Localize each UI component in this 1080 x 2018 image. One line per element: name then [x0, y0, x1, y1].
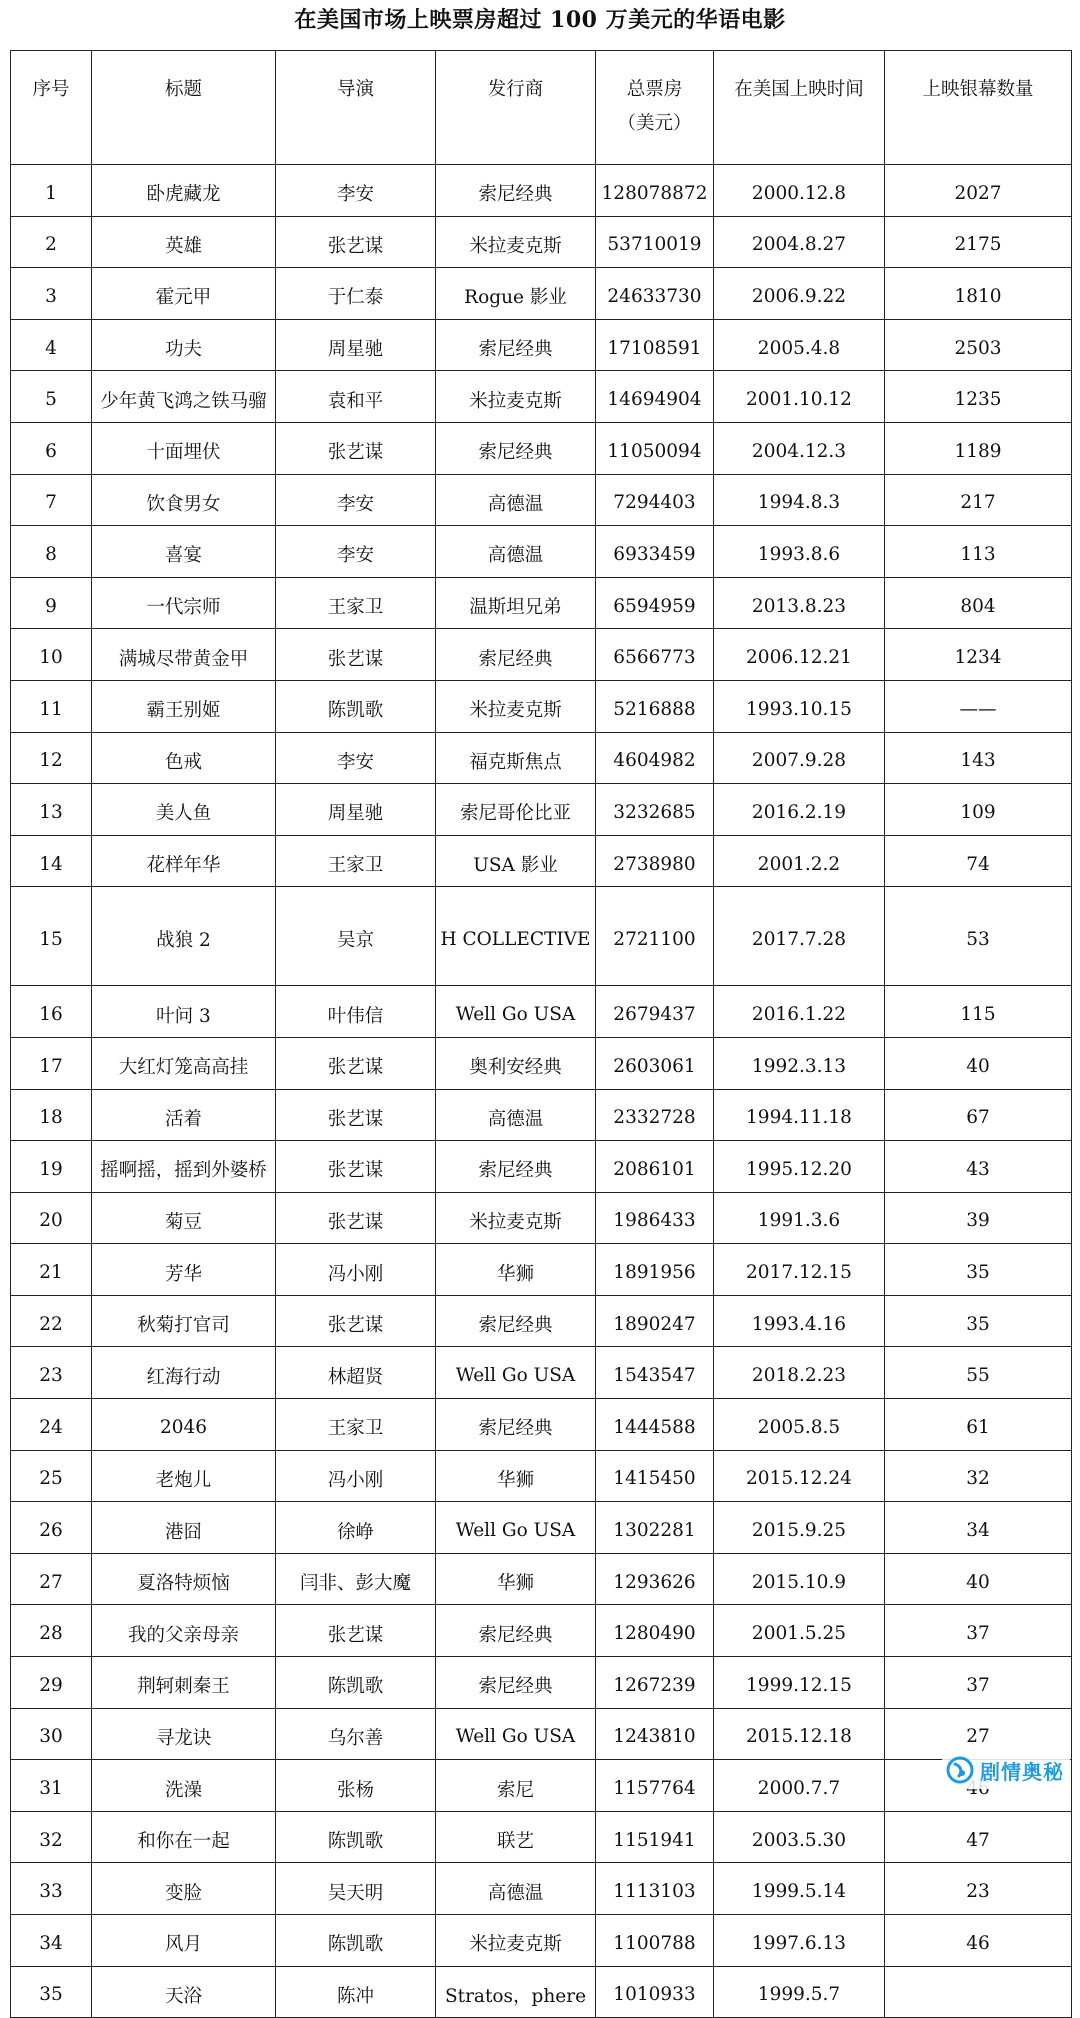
table-row — [11, 422, 1072, 474]
cell-director: 吴天明 — [276, 1863, 436, 1915]
cell-release: 2004.12.3 — [714, 422, 885, 474]
cell-title: 夏洛特烦恼 — [92, 1553, 276, 1605]
cell-index: 1 — [11, 165, 92, 217]
cell-screens: 35 — [885, 1244, 1072, 1296]
cell-distributor: 索尼哥伦比亚 — [436, 784, 596, 836]
cell-director: 周星驰 — [276, 784, 436, 836]
cell-gross: 5216888 — [596, 680, 714, 732]
cell-title: 老炮儿 — [92, 1450, 276, 1502]
cell-distributor: 华狮 — [436, 1244, 596, 1296]
cell-director: 陈冲 — [276, 1966, 436, 2018]
header-distributor: 发行商 — [436, 51, 596, 165]
cell-director: 徐峥 — [276, 1502, 436, 1554]
cell-screens: 143 — [885, 732, 1072, 784]
cell-screens: 115 — [885, 986, 1072, 1038]
cell-director: 陈凯歌 — [276, 1915, 436, 1967]
cell-screens: 34 — [885, 1502, 1072, 1554]
cell-distributor: 华狮 — [436, 1553, 596, 1605]
cell-index: 20 — [11, 1192, 92, 1244]
cell-index: 22 — [11, 1295, 92, 1347]
cell-gross: 2332728 — [596, 1089, 714, 1141]
cell-gross: 2086101 — [596, 1141, 714, 1193]
table-row — [11, 526, 1072, 578]
cell-index: 33 — [11, 1863, 92, 1915]
cell-screens: 23 — [885, 1863, 1072, 1915]
cell-title: 洗澡 — [92, 1760, 276, 1812]
cell-director: 陈凯歌 — [276, 1811, 436, 1863]
cell-distributor: 高德温 — [436, 1089, 596, 1141]
cell-release: 2006.12.21 — [714, 629, 885, 681]
cell-distributor: 索尼经典 — [436, 629, 596, 681]
table-row — [11, 371, 1072, 423]
table-row — [11, 1244, 1072, 1296]
cell-gross: 2738980 — [596, 835, 714, 887]
cell-index: 35 — [11, 1966, 92, 2018]
cell-release: 2001.2.2 — [714, 835, 885, 887]
table-row — [11, 268, 1072, 320]
cell-gross: 1891956 — [596, 1244, 714, 1296]
cell-release: 1993.4.16 — [714, 1295, 885, 1347]
cell-index: 27 — [11, 1553, 92, 1605]
cell-director: 林超贤 — [276, 1347, 436, 1399]
cell-screens: 2027 — [885, 165, 1072, 217]
cell-gross: 2721100 — [596, 887, 714, 986]
cell-index: 7 — [11, 474, 92, 526]
cell-index: 14 — [11, 835, 92, 887]
cell-screens: 1234 — [885, 629, 1072, 681]
cell-index: 3 — [11, 268, 92, 320]
cell-screens: 53 — [885, 887, 1072, 986]
cell-index: 4 — [11, 319, 92, 371]
cell-title: 风月 — [92, 1915, 276, 1967]
cell-screens — [885, 1966, 1072, 2018]
cell-title: 色戒 — [92, 732, 276, 784]
cell-director: 陈凯歌 — [276, 680, 436, 732]
cell-release: 2005.8.5 — [714, 1399, 885, 1451]
cell-release: 2016.2.19 — [714, 784, 885, 836]
cell-index: 21 — [11, 1244, 92, 1296]
cell-title: 变脸 — [92, 1863, 276, 1915]
cell-director: 张艺谋 — [276, 1192, 436, 1244]
cell-gross: 1890247 — [596, 1295, 714, 1347]
cell-screens: 55 — [885, 1347, 1072, 1399]
cell-screens: 1235 — [885, 371, 1072, 423]
cell-release: 2004.8.27 — [714, 216, 885, 268]
cell-index: 23 — [11, 1347, 92, 1399]
cell-release: 2015.10.9 — [714, 1553, 885, 1605]
cell-distributor: 米拉麦克斯 — [436, 371, 596, 423]
cell-title: 天浴 — [92, 1966, 276, 2018]
table-row — [11, 732, 1072, 784]
table-row — [11, 577, 1072, 629]
cell-gross: 1415450 — [596, 1450, 714, 1502]
cell-title: 英雄 — [92, 216, 276, 268]
cell-screens: 113 — [885, 526, 1072, 578]
cell-director: 叶伟信 — [276, 986, 436, 1038]
header-director: 导演 — [276, 51, 436, 165]
cell-distributor: Well Go USA — [436, 1502, 596, 1554]
cell-title: 菊豆 — [92, 1192, 276, 1244]
header-index: 序号 — [11, 51, 92, 165]
cell-release: 2015.12.18 — [714, 1708, 885, 1760]
cell-screens: 74 — [885, 835, 1072, 887]
films-table — [10, 50, 1072, 2018]
cell-release: 2000.7.7 — [714, 1760, 885, 1812]
cell-release: 1999.5.14 — [714, 1863, 885, 1915]
cell-index: 34 — [11, 1915, 92, 1967]
cell-screens: 35 — [885, 1295, 1072, 1347]
cell-gross: 1010933 — [596, 1966, 714, 2018]
cell-distributor: USA 影业 — [436, 835, 596, 887]
cell-release: 1994.11.18 — [714, 1089, 885, 1141]
cell-release: 2013.8.23 — [714, 577, 885, 629]
cell-release: 2006.9.22 — [714, 268, 885, 320]
cell-screens: 46 — [885, 1915, 1072, 1967]
cell-screens: 2503 — [885, 319, 1072, 371]
cell-gross: 1100788 — [596, 1915, 714, 1967]
cell-distributor: 高德温 — [436, 474, 596, 526]
cell-gross: 6933459 — [596, 526, 714, 578]
cell-title: 饮食男女 — [92, 474, 276, 526]
cell-release: 1999.5.7 — [714, 1966, 885, 2018]
cell-title: 叶问 3 — [92, 986, 276, 1038]
cell-director: 袁和平 — [276, 371, 436, 423]
header-gross-label: 总票房 — [626, 79, 683, 100]
cell-title: 美人鱼 — [92, 784, 276, 836]
cell-director: 闫非、彭大魔 — [276, 1553, 436, 1605]
cell-index: 2 — [11, 216, 92, 268]
cell-director: 李安 — [276, 732, 436, 784]
cell-screens: 1810 — [885, 268, 1072, 320]
table-row — [11, 1553, 1072, 1605]
cell-screens: —— — [885, 680, 1072, 732]
cell-distributor: 华狮 — [436, 1450, 596, 1502]
cell-title: 活着 — [92, 1089, 276, 1141]
cell-director: 吴京 — [276, 887, 436, 986]
cell-director: 张艺谋 — [276, 422, 436, 474]
cell-title: 2046 — [92, 1399, 276, 1451]
cell-gross: 1986433 — [596, 1192, 714, 1244]
cell-distributor: 米拉麦克斯 — [436, 216, 596, 268]
cell-screens: 2175 — [885, 216, 1072, 268]
cell-index: 19 — [11, 1141, 92, 1193]
cell-gross: 1243810 — [596, 1708, 714, 1760]
cell-release: 1994.8.3 — [714, 474, 885, 526]
cell-gross: 53710019 — [596, 216, 714, 268]
cell-index: 16 — [11, 986, 92, 1038]
cell-index: 32 — [11, 1811, 92, 1863]
cell-screens: 27 — [885, 1708, 1072, 1760]
table-header-row — [11, 51, 1072, 165]
cell-gross: 2603061 — [596, 1037, 714, 1089]
cell-title: 战狼 2 — [92, 887, 276, 986]
watermark-text: 剧情奥秘 — [980, 1759, 1064, 1784]
table-row — [11, 1089, 1072, 1141]
cell-distributor: Well Go USA — [436, 1347, 596, 1399]
cell-distributor: 高德温 — [436, 526, 596, 578]
cell-index: 30 — [11, 1708, 92, 1760]
cell-director: 冯小刚 — [276, 1244, 436, 1296]
cell-release: 1997.6.13 — [714, 1915, 885, 1967]
cell-screens: 40 — [885, 1553, 1072, 1605]
cell-title: 港囧 — [92, 1502, 276, 1554]
cell-screens: 804 — [885, 577, 1072, 629]
cell-gross: 1151941 — [596, 1811, 714, 1863]
cell-distributor: Rogue 影业 — [436, 268, 596, 320]
table-row — [11, 680, 1072, 732]
cell-distributor: Well Go USA — [436, 1708, 596, 1760]
cell-gross: 1302281 — [596, 1502, 714, 1554]
cell-director: 张艺谋 — [276, 1037, 436, 1089]
cell-gross: 1293626 — [596, 1553, 714, 1605]
cell-title: 功夫 — [92, 319, 276, 371]
cell-index: 8 — [11, 526, 92, 578]
cell-release: 1995.12.20 — [714, 1141, 885, 1193]
cell-distributor: Stratos，phere — [436, 1966, 596, 2018]
cell-distributor: 索尼经典 — [436, 319, 596, 371]
cell-index: 31 — [11, 1760, 92, 1812]
table-row — [11, 784, 1072, 836]
cell-screens: 39 — [885, 1192, 1072, 1244]
cell-title: 荆轲刺秦王 — [92, 1657, 276, 1709]
logo-icon — [946, 1756, 974, 1784]
cell-gross: 24633730 — [596, 268, 714, 320]
cell-gross: 11050094 — [596, 422, 714, 474]
cell-release: 2015.12.24 — [714, 1450, 885, 1502]
cell-title: 喜宴 — [92, 526, 276, 578]
cell-index: 5 — [11, 371, 92, 423]
cell-release: 1992.3.13 — [714, 1037, 885, 1089]
cell-title: 一代宗师 — [92, 577, 276, 629]
cell-release: 2000.12.8 — [714, 165, 885, 217]
cell-director: 张艺谋 — [276, 1089, 436, 1141]
cell-title: 秋菊打官司 — [92, 1295, 276, 1347]
cell-index: 13 — [11, 784, 92, 836]
cell-director: 周星驰 — [276, 319, 436, 371]
cell-screens: 1189 — [885, 422, 1072, 474]
header-release: 在美国上映时间 — [714, 51, 885, 165]
cell-distributor: 索尼经典 — [436, 1605, 596, 1657]
table-row — [11, 1708, 1072, 1760]
cell-index: 12 — [11, 732, 92, 784]
cell-index: 24 — [11, 1399, 92, 1451]
header-gross — [596, 51, 714, 165]
cell-director: 乌尔善 — [276, 1708, 436, 1760]
cell-index: 26 — [11, 1502, 92, 1554]
cell-distributor: 米拉麦克斯 — [436, 1192, 596, 1244]
cell-director: 王家卫 — [276, 835, 436, 887]
cell-director: 张艺谋 — [276, 216, 436, 268]
cell-gross: 1280490 — [596, 1605, 714, 1657]
table-row — [11, 1915, 1072, 1967]
cell-release: 1993.10.15 — [714, 680, 885, 732]
cell-screens: 61 — [885, 1399, 1072, 1451]
cell-title: 红海行动 — [92, 1347, 276, 1399]
cell-release: 1999.12.15 — [714, 1657, 885, 1709]
cell-release: 2001.10.12 — [714, 371, 885, 423]
cell-gross: 1113103 — [596, 1863, 714, 1915]
cell-gross: 1543547 — [596, 1347, 714, 1399]
cell-title: 霸王别姬 — [92, 680, 276, 732]
cell-release: 2017.7.28 — [714, 887, 885, 986]
table-row — [11, 986, 1072, 1038]
cell-distributor: 高德温 — [436, 1863, 596, 1915]
table-row — [11, 1966, 1072, 2018]
cell-title: 摇啊摇，摇到外婆桥 — [92, 1141, 276, 1193]
table-row — [11, 216, 1072, 268]
cell-director: 张艺谋 — [276, 1605, 436, 1657]
cell-index: 11 — [11, 680, 92, 732]
cell-index: 25 — [11, 1450, 92, 1502]
cell-distributor: 奥利安经典 — [436, 1037, 596, 1089]
table-row — [11, 319, 1072, 371]
cell-index: 18 — [11, 1089, 92, 1141]
cell-director: 陈凯歌 — [276, 1657, 436, 1709]
cell-gross: 7294403 — [596, 474, 714, 526]
cell-screens: 43 — [885, 1141, 1072, 1193]
cell-director: 冯小刚 — [276, 1450, 436, 1502]
cell-index: 28 — [11, 1605, 92, 1657]
cell-distributor: 索尼经典 — [436, 1141, 596, 1193]
cell-screens: 109 — [885, 784, 1072, 836]
table-row — [11, 1863, 1072, 1915]
cell-director: 张艺谋 — [276, 1295, 436, 1347]
cell-gross: 1444588 — [596, 1399, 714, 1451]
cell-gross: 6566773 — [596, 629, 714, 681]
cell-director: 于仁泰 — [276, 268, 436, 320]
cell-director: 张艺谋 — [276, 1141, 436, 1193]
header-gross-unit: （美元） — [617, 113, 692, 134]
cell-gross: 1157764 — [596, 1760, 714, 1812]
page-title: 在美国市场上映票房超过 100 万美元的华语电影 — [294, 7, 786, 33]
cell-title: 满城尽带黄金甲 — [92, 629, 276, 681]
cell-director: 李安 — [276, 526, 436, 578]
cell-screens: 37 — [885, 1605, 1072, 1657]
table-row — [11, 1295, 1072, 1347]
cell-screens: 37 — [885, 1657, 1072, 1709]
cell-release: 2017.12.15 — [714, 1244, 885, 1296]
header-screens: 上映银幕数量 — [885, 51, 1072, 165]
cell-title: 卧虎藏龙 — [92, 165, 276, 217]
table-row — [11, 1192, 1072, 1244]
cell-director: 李安 — [276, 165, 436, 217]
cell-gross: 2679437 — [596, 986, 714, 1038]
cell-gross: 128078872 — [596, 165, 714, 217]
cell-release: 2016.1.22 — [714, 986, 885, 1038]
table-row — [11, 474, 1072, 526]
cell-distributor: 福克斯焦点 — [436, 732, 596, 784]
table-row — [11, 1811, 1072, 1863]
cell-distributor: H COLLECTIVE — [436, 887, 596, 986]
cell-title: 十面埋伏 — [92, 422, 276, 474]
cell-index: 17 — [11, 1037, 92, 1089]
cell-distributor: 索尼经典 — [436, 1657, 596, 1709]
table-row — [11, 1450, 1072, 1502]
cell-index: 6 — [11, 422, 92, 474]
table-row — [11, 1399, 1072, 1451]
cell-director: 王家卫 — [276, 577, 436, 629]
cell-release: 2015.9.25 — [714, 1502, 885, 1554]
cell-distributor: 索尼 — [436, 1760, 596, 1812]
cell-title: 芳华 — [92, 1244, 276, 1296]
cell-gross: 1267239 — [596, 1657, 714, 1709]
cell-distributor: 联艺 — [436, 1811, 596, 1863]
table-row — [11, 1141, 1072, 1193]
table-row — [11, 1605, 1072, 1657]
cell-gross: 4604982 — [596, 732, 714, 784]
cell-release: 1991.3.6 — [714, 1192, 885, 1244]
cell-distributor: Well Go USA — [436, 986, 596, 1038]
cell-index: 10 — [11, 629, 92, 681]
cell-distributor: 索尼经典 — [436, 1295, 596, 1347]
cell-release: 2005.4.8 — [714, 319, 885, 371]
cell-screens: 67 — [885, 1089, 1072, 1141]
cell-distributor: 索尼经典 — [436, 165, 596, 217]
cell-gross: 17108591 — [596, 319, 714, 371]
cell-release: 1993.8.6 — [714, 526, 885, 578]
cell-gross: 14694904 — [596, 371, 714, 423]
cell-director: 张艺谋 — [276, 629, 436, 681]
cell-distributor: 索尼经典 — [436, 422, 596, 474]
table-row — [11, 165, 1072, 217]
cell-title: 寻龙诀 — [92, 1708, 276, 1760]
cell-screens: 32 — [885, 1450, 1072, 1502]
cell-index: 9 — [11, 577, 92, 629]
watermark — [942, 1751, 1070, 1789]
cell-screens: 40 — [885, 1037, 1072, 1089]
cell-title: 大红灯笼高高挂 — [92, 1037, 276, 1089]
cell-screens: 47 — [885, 1811, 1072, 1863]
cell-title: 霍元甲 — [92, 268, 276, 320]
cell-distributor: 温斯坦兄弟 — [436, 577, 596, 629]
table-row — [11, 1347, 1072, 1399]
cell-director: 王家卫 — [276, 1399, 436, 1451]
table-row — [11, 629, 1072, 681]
table-row — [11, 1760, 1072, 1812]
cell-gross: 3232685 — [596, 784, 714, 836]
cell-distributor: 米拉麦克斯 — [436, 1915, 596, 1967]
cell-title: 少年黄飞鸿之铁马骝 — [92, 371, 276, 423]
table-row — [11, 887, 1072, 986]
table-row — [11, 835, 1072, 887]
cell-distributor: 米拉麦克斯 — [436, 680, 596, 732]
cell-release: 2007.9.28 — [714, 732, 885, 784]
cell-release: 2018.2.23 — [714, 1347, 885, 1399]
cell-title: 和你在一起 — [92, 1811, 276, 1863]
cell-index: 15 — [11, 887, 92, 986]
cell-title: 我的父亲母亲 — [92, 1605, 276, 1657]
cell-distributor: 索尼经典 — [436, 1399, 596, 1451]
table-row — [11, 1657, 1072, 1709]
header-title: 标题 — [92, 51, 276, 165]
table-row — [11, 1037, 1072, 1089]
cell-index: 29 — [11, 1657, 92, 1709]
cell-screens: 217 — [885, 474, 1072, 526]
cell-release: 2001.5.25 — [714, 1605, 885, 1657]
cell-director: 张杨 — [276, 1760, 436, 1812]
cell-title: 花样年华 — [92, 835, 276, 887]
cell-director: 李安 — [276, 474, 436, 526]
table-row — [11, 1502, 1072, 1554]
cell-gross: 6594959 — [596, 577, 714, 629]
cell-release: 2003.5.30 — [714, 1811, 885, 1863]
